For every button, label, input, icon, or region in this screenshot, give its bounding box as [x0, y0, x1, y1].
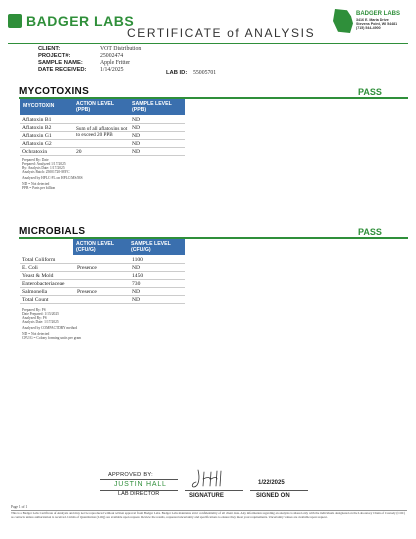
- analyte-name: Aflatoxin B2: [22, 125, 52, 131]
- badger-logo-icon: [8, 14, 22, 28]
- sample-result: ND: [132, 133, 141, 139]
- signature-divider: [185, 490, 243, 491]
- analyte-name: Salmonella: [22, 289, 48, 295]
- lab-id-value: 55005701: [193, 70, 217, 76]
- sample-result: 1100: [132, 257, 143, 263]
- client-label: CLIENT:: [38, 46, 61, 52]
- client-value: VOT Distribution: [100, 46, 142, 52]
- microbials-table-header: [73, 239, 185, 255]
- microbials-pass-badge: PASS: [358, 227, 382, 237]
- meta-line: ND = Not detected: [22, 182, 50, 186]
- sample-result: ND: [132, 289, 141, 295]
- table-row: [20, 280, 185, 288]
- table-row: [20, 116, 185, 124]
- analyte-name: E. Coli: [22, 265, 38, 271]
- address-line-2: Stevens Point, WI 54481: [356, 22, 398, 26]
- column-header-sample-level: SAMPLE LEVEL (PPB): [132, 101, 172, 113]
- address-line-3: (715) 544-4900: [356, 26, 381, 30]
- column-header-sample-level: SAMPLE LEVEL (CFU/G): [131, 241, 171, 253]
- date-received-value: 1/14/2025: [100, 67, 124, 73]
- meta-line: Prepared: Analyzed 1/17/2025: [22, 162, 66, 166]
- table-row: [20, 288, 185, 296]
- column-header-action-level: ACTION LEVEL (PPB): [76, 101, 114, 113]
- table-row: [20, 296, 185, 304]
- project-value: 25002474: [100, 53, 124, 59]
- approved-by-label: APPROVED BY:: [108, 472, 153, 478]
- analyte-name: Yeast & Mold: [22, 273, 54, 279]
- wisconsin-map-icon: [333, 9, 353, 33]
- address-brand: BADGER LABS: [356, 11, 401, 17]
- address-line-1: 3416 E. Maria Drive: [356, 18, 389, 22]
- meta-line: Analysis Date: 1/17/2025: [22, 320, 59, 324]
- sample-result: ND: [132, 297, 141, 303]
- table-row: [20, 272, 185, 280]
- sample-result: 730: [132, 281, 141, 287]
- document-title: CERTIFICATE of ANALYSIS: [127, 26, 316, 40]
- meta-line: Analysis Batch: 25001720-MYC: [22, 170, 70, 174]
- lab-id-label: LAB ID:: [166, 70, 188, 76]
- date-received-label: DATE RECEIVED:: [38, 67, 87, 73]
- table-row: [20, 148, 185, 156]
- approver-name: JUSTIN HALL: [114, 481, 167, 488]
- analyte-name: Total Coliform: [22, 257, 56, 263]
- signature-label: SIGNATURE: [189, 493, 224, 499]
- ochratoxin-action-level: 20: [76, 149, 82, 155]
- sample-name-value: Apple Fritter: [100, 60, 131, 66]
- analyte-name: Enterobacteriaceae: [22, 281, 65, 287]
- sample-result: ND: [132, 149, 141, 155]
- column-header-action-level: ACTION LEVEL (CFU/G): [76, 241, 114, 253]
- microbials-title: MICROBIALS: [19, 226, 86, 237]
- header: [0, 0, 416, 44]
- handwritten-signature: [190, 466, 230, 490]
- column-header-mycotoxin: MYCOTOXIN: [23, 103, 55, 109]
- analyte-name: Aflatoxin G2: [22, 141, 52, 147]
- header-divider: [8, 43, 408, 44]
- mycotoxins-title: MYCOTOXINS: [19, 86, 90, 97]
- action-level: Presence: [77, 289, 97, 295]
- sample-result: ND: [132, 141, 141, 147]
- aflatoxin-action-note: Sum of all aflatoxins not to exceed 20 PPB: [76, 126, 128, 138]
- page-number: Page 1 of 1: [11, 505, 28, 509]
- meta-line: ND = Not detected: [22, 332, 50, 336]
- meta-line: Prepared By: Date: [22, 158, 49, 162]
- sample-result: ND: [132, 125, 141, 131]
- project-label: PROJECT#:: [38, 53, 71, 59]
- table-row: [20, 264, 185, 272]
- analyte-name: Ochratoxin: [22, 149, 48, 155]
- meta-line: PPB = Parts per billion: [22, 186, 56, 190]
- sample-result: ND: [132, 117, 141, 123]
- meta-line: Prepared By: PS: [22, 308, 46, 312]
- analyte-name: Total Count: [22, 297, 49, 303]
- mycotoxins-table-header: [20, 99, 185, 115]
- footer-disclaimer: This is a Badger Labs Certificate of Analysis and may not be reproduced without written approval from Badger Labs. Badger Labs maintains strict confidentiality of all client data. Any information regarding an analysis is shared only with the individuals designated on the Laboratory Chain of Custody (COC) as contacts unless authorization is received. Limits of Quantitation (LOQ) are available upon request. Review the results, requested uncertainty and specifications to ensure they meet your requirements. Uncertainty values are available upon request.: [11, 511, 406, 519]
- signed-date: 1/22/2025: [258, 480, 285, 486]
- meta-line: Analyzed By: PS: [22, 316, 47, 320]
- sample-name-label: SAMPLE NAME:: [38, 60, 83, 66]
- meta-line: Analyzed by COMPACTDRY method: [22, 326, 78, 330]
- meta-line: Date Prepared: 1/15/2025: [22, 312, 59, 316]
- mycotoxins-pass-badge: PASS: [358, 87, 382, 97]
- sample-result: ND: [132, 265, 141, 271]
- brand-name: BADGER LABS: [26, 13, 135, 29]
- sample-result: 1450: [132, 273, 144, 279]
- action-level: Presence: [77, 265, 97, 271]
- approved-divider: [100, 479, 178, 480]
- meta-line: CFU/G = Colony forming units per gram: [22, 336, 82, 340]
- date-divider: [250, 490, 308, 491]
- table-row: [20, 256, 185, 264]
- signed-on-label: SIGNED ON: [256, 493, 290, 499]
- table-row: [20, 140, 185, 148]
- meta-line: Analyzed by HPLC-FL on HPLC/MS/MS: [22, 176, 83, 180]
- analyte-name: Aflatoxin G1: [22, 133, 52, 139]
- meta-line: By: Analysis Date: 1/17/2025: [22, 166, 65, 170]
- approver-role: LAB DIRECTOR: [118, 491, 160, 497]
- analyte-name: Aflatoxin B1: [22, 117, 52, 123]
